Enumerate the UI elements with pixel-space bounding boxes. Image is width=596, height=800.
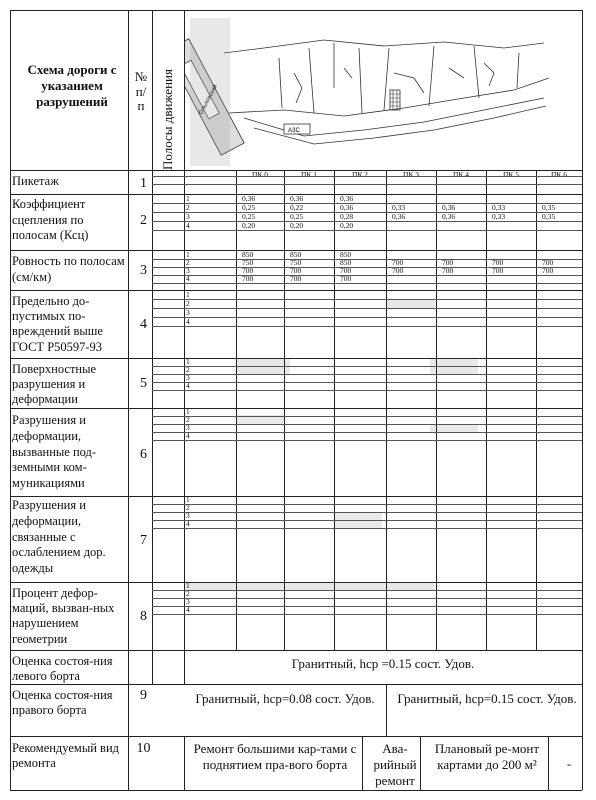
r3-value: 850 (340, 258, 352, 267)
r3-value: 700 (340, 274, 352, 283)
table-rule (10, 684, 582, 685)
table-rule (152, 374, 582, 375)
r5-lane-1: 1 (186, 357, 190, 366)
piket-label-6: ПК 6 (550, 170, 568, 179)
piket-label-5: ПК 5 (502, 170, 520, 179)
r3-value: 850 (340, 250, 352, 259)
row10-repair-1: Ремонт большими кар-тами с поднятием пра-вого борта (193, 741, 357, 772)
r2-value: 0,36 (442, 203, 456, 212)
row6-label: Разрушения и деформации, вызванные под-земными ком-муникациями (12, 413, 97, 491)
table-rule (152, 283, 582, 284)
table-rule (10, 10, 582, 11)
piket-label-0: ПК 0 (251, 170, 269, 179)
table-rule (152, 326, 582, 327)
r6-lane-1: 1 (186, 407, 190, 416)
damage-shading (236, 359, 290, 375)
r2-value: 0,22 (290, 203, 304, 212)
damage-shading (430, 359, 478, 375)
row10-repair-2: Ава-рийный ремонт (373, 741, 417, 788)
table-rule (582, 10, 583, 790)
r8-lane-1: 1 (186, 581, 190, 590)
table-rule (10, 496, 582, 497)
r3-value: 700 (542, 258, 554, 267)
table-rule (152, 432, 582, 433)
table-rule (486, 170, 487, 650)
table-rule (152, 390, 582, 391)
damage-shading (190, 18, 230, 166)
row7-label: Разрушения и деформации, связанные с ослаблением дор. одежды (12, 498, 106, 576)
table-rule (152, 267, 582, 268)
r2-lane-4: 4 (186, 221, 190, 230)
table-rule (184, 736, 185, 790)
r7-lane-2: 2 (186, 503, 190, 512)
table-rule (548, 736, 549, 790)
r3-value: 750 (242, 258, 254, 267)
piket-label-2: ПК 2 (351, 170, 369, 179)
table-rule (386, 684, 387, 736)
table-rule (152, 520, 582, 521)
r2-value: 0,35 (542, 212, 556, 221)
table-rule (10, 194, 582, 195)
table-rule (128, 10, 129, 790)
row5-num: 5 (140, 376, 147, 391)
r3-lane-3: 3 (186, 266, 190, 275)
table-rule (10, 290, 582, 291)
table-rule (536, 170, 537, 650)
r8-lane-3: 3 (186, 597, 190, 606)
table-rule (152, 230, 582, 231)
r2-value: 0,25 (290, 212, 304, 221)
table-rule (10, 790, 582, 791)
row9a-text: Гранитный, hср =0.15 сост. Удов. (291, 656, 475, 671)
table-rule (152, 614, 582, 615)
row4-num: 4 (140, 317, 147, 332)
table-rule (362, 736, 363, 790)
r3-value: 700 (542, 266, 554, 275)
r2-value: 0,36 (442, 212, 456, 221)
table-rule (436, 170, 437, 650)
r2-lane-2: 2 (186, 203, 190, 212)
table-rule (152, 440, 582, 441)
table-rule (152, 382, 582, 383)
r3-value: 700 (492, 266, 504, 275)
r5-lane-2: 2 (186, 365, 190, 374)
r6-lane-3: 3 (186, 423, 190, 432)
table-rule (152, 366, 582, 367)
table-rule (152, 212, 582, 213)
table-rule (10, 582, 582, 583)
table-rule (152, 221, 582, 222)
table-rule (10, 250, 582, 251)
row9b-text-right: Гранитный, hср=0.15 сост. Удов. (397, 691, 577, 706)
r3-value: 700 (442, 258, 454, 267)
r6-lane-2: 2 (186, 415, 190, 424)
table-rule (152, 299, 582, 300)
r4-lane-1: 1 (186, 290, 190, 299)
r7-lane-3: 3 (186, 511, 190, 520)
r3-value: 700 (290, 274, 302, 283)
table-rule (10, 10, 11, 790)
r2-lane-3: 3 (186, 212, 190, 221)
table-rule (152, 176, 582, 177)
r6-lane-4: 4 (186, 431, 190, 440)
r2-value: 0,33 (492, 203, 506, 212)
row3-label: Ровность по полосам (см/км) (12, 254, 125, 284)
r2-value: 0,35 (542, 203, 556, 212)
table-rule (152, 184, 582, 185)
r7-lane-1: 1 (186, 495, 190, 504)
r3-lane-4: 4 (186, 274, 190, 283)
r3-lane-1: 1 (186, 250, 190, 259)
table-rule (152, 317, 582, 318)
row3-num: 3 (140, 263, 147, 278)
table-rule (152, 590, 582, 591)
r8-lane-2: 2 (186, 589, 190, 598)
r2-value: 0,33 (392, 203, 406, 212)
row2-label: Коэффициент сцепления по полосам (Ксц) (12, 197, 89, 242)
table-rule (420, 736, 421, 790)
row6-num: 6 (140, 447, 147, 462)
header-num: № п/п (134, 69, 148, 113)
table-rule (152, 416, 582, 417)
r2-value: 0,25 (242, 203, 256, 212)
r3-value: 700 (242, 266, 254, 275)
r2-value: 0,28 (340, 212, 354, 221)
r2-value: 0,36 (392, 212, 406, 221)
piket-label-4: ПК 4 (452, 170, 470, 179)
r3-value: 700 (392, 266, 404, 275)
table-rule (284, 170, 285, 650)
r2-value: 0,20 (242, 221, 256, 230)
table-rule (152, 275, 582, 276)
r3-value: 700 (492, 258, 504, 267)
r2-value: 0,25 (242, 212, 256, 221)
map-road-label: Ольховский (198, 83, 220, 116)
r2-value: 0,36 (340, 203, 354, 212)
r2-value: 0,36 (290, 194, 304, 203)
row1-label: Пикетаж (12, 174, 59, 188)
r2-lane-1: 1 (186, 194, 190, 203)
table-rule (152, 598, 582, 599)
header-title: Схема дороги с указанием разрушений (27, 62, 117, 109)
table-rule (152, 259, 582, 260)
header-lanes: Полосы движения (160, 69, 175, 170)
table-rule (152, 528, 582, 529)
row10-num: 10 (136, 741, 151, 756)
row8-num: 8 (140, 609, 147, 624)
row10-label: Рекомендуемый вид ремонта (12, 741, 120, 771)
r2-value: 0,33 (492, 212, 506, 221)
row10-repair-4: - (566, 756, 572, 771)
row7-num: 7 (140, 533, 147, 548)
r2-value: 0,36 (340, 194, 354, 203)
r4-lane-2: 2 (186, 299, 190, 308)
r2-value: 0,20 (290, 221, 304, 230)
table-rule (152, 203, 582, 204)
piket-label-1: ПК 1 (300, 170, 318, 179)
r3-value: 850 (242, 250, 254, 259)
r4-lane-3: 3 (186, 308, 190, 317)
row10-repair-3: Плановый ре-монт картами до 200 м² (434, 741, 540, 772)
table-rule (152, 424, 582, 425)
table-rule (152, 308, 582, 309)
piket-label-3: ПК 3 (402, 170, 420, 179)
r3-value: 700 (340, 266, 352, 275)
table-rule (10, 650, 582, 651)
table-rule (236, 170, 237, 650)
r3-value: 700 (392, 258, 404, 267)
map-checker-icon (390, 90, 400, 110)
row1-num: 1 (140, 176, 147, 191)
map-box-label: АЗС (288, 128, 300, 134)
row5-label: Поверхностные разрушения и деформации (12, 362, 97, 407)
row9a-label: Оценка состоя-ния левого борта (12, 654, 113, 684)
table-rule (152, 512, 582, 513)
road-map-sketch (184, 18, 562, 168)
r5-lane-3: 3 (186, 373, 190, 382)
table-rule (10, 358, 582, 359)
table-rule (386, 170, 387, 650)
table-rule (152, 504, 582, 505)
row2-num: 2 (140, 213, 147, 228)
table-rule (10, 736, 582, 737)
r2-value: 0,36 (242, 194, 256, 203)
r3-value: 700 (242, 274, 254, 283)
row9b-label: Оценка состоя-ния правого борта (12, 688, 113, 718)
r3-value: 700 (290, 266, 302, 275)
table-rule (334, 170, 335, 650)
r8-lane-4: 4 (186, 605, 190, 614)
table-rule (152, 606, 582, 607)
r3-value: 750 (290, 258, 302, 267)
r4-lane-4: 4 (186, 317, 190, 326)
r7-lane-4: 4 (186, 519, 190, 528)
row9b-text-left: Гранитный, hср=0.08 сост. Удов. (195, 691, 375, 706)
r5-lane-4: 4 (186, 381, 190, 390)
r3-lane-2: 2 (186, 258, 190, 267)
row4-label: Предельно до-пустимых по-вреждений выше ГОСТ Р50597-93 (12, 294, 103, 354)
r3-value: 700 (442, 266, 454, 275)
r3-value: 850 (290, 250, 302, 259)
row9-num: 9 (140, 688, 147, 703)
r2-value: 0,20 (340, 221, 354, 230)
table-rule (10, 408, 582, 409)
table-rule (10, 170, 582, 171)
row8-label: Процент дефор-маций, вызван-ных нарушением геометрии (12, 586, 115, 646)
